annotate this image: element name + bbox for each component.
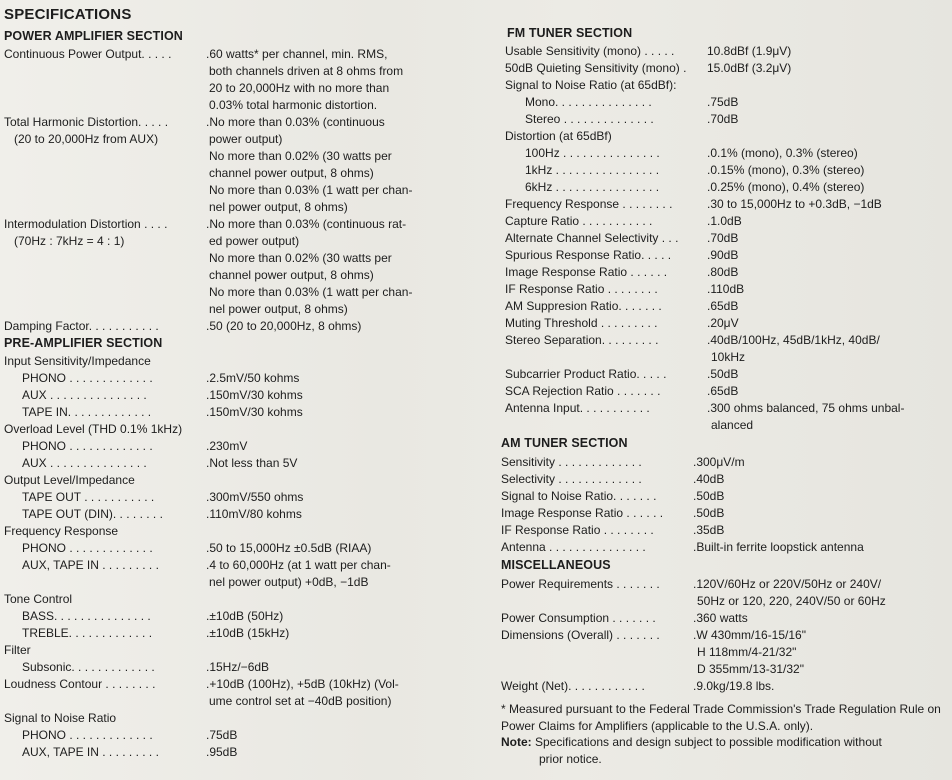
spec-sublabel: (20 to 20,000Hz from AUX): [14, 132, 159, 146]
spec-label: 100Hz . . . . . . . . . . . . . . .: [525, 146, 660, 160]
spec-label: TAPE OUT (DIN). . . . . . . .: [22, 507, 163, 521]
spec-label: IF Response Ratio . . . . . . . .: [505, 282, 658, 296]
spec-label: Filter: [4, 643, 31, 657]
spec-label: PHONO . . . . . . . . . . . . .: [22, 371, 153, 385]
spec-value: .2.5mV/50 kohms: [206, 371, 300, 385]
spec-label: 1kHz . . . . . . . . . . . . . . . .: [525, 163, 660, 177]
spec-value: No more than 0.03% (1 watt per chan-: [209, 183, 413, 197]
spec-value: .75dB: [206, 728, 238, 742]
spec-value: .80dB: [707, 265, 739, 279]
spec-value: .+10dB (100Hz), +5dB (10kHz) (Vol-: [206, 677, 399, 691]
spec-value: nel power output, 8 ohms): [209, 200, 348, 214]
spec-sublabel: (70Hz : 7kHz = 4 : 1): [14, 234, 125, 248]
spec-value: .50dB: [693, 489, 725, 503]
spec-value: .0.25% (mono), 0.4% (stereo): [707, 180, 865, 194]
spec-label: IF Response Ratio . . . . . . . .: [501, 523, 654, 537]
section-heading-fm-tuner: FM TUNER SECTION: [507, 26, 633, 40]
spec-value: .No more than 0.03% (continuous: [206, 115, 385, 129]
spec-label: Damping Factor. . . . . . . . . . .: [4, 319, 159, 333]
spec-value: .W 430mm/16-15/16": [693, 628, 806, 642]
spec-value: .300μV/m: [693, 455, 745, 469]
spec-label: Image Response Ratio . . . . . .: [505, 265, 668, 279]
spec-label: Continuous Power Output. . . . .: [4, 47, 172, 61]
spec-value: .120V/60Hz or 220V/50Hz or 240V/: [693, 577, 882, 591]
spec-value: .15Hz/−6dB: [206, 660, 270, 674]
spec-value: .9.0kg/19.8 lbs.: [693, 679, 775, 693]
spec-label: Total Harmonic Distortion. . . . .: [4, 115, 169, 129]
footnote-measured: * Measured pursuant to the Federal Trade Commission's Trade Regulation Rule on Power Claims for Amplifiers (applicable to the U.S.A. only).: [501, 702, 941, 733]
spec-label: Tone Control: [4, 592, 73, 606]
spec-value: .4 to 60,000Hz (at 1 watt per chan-: [206, 558, 391, 572]
spec-label: 6kHz . . . . . . . . . . . . . . . .: [525, 180, 660, 194]
spec-label: Image Response Ratio . . . . . .: [501, 506, 664, 520]
footnote-note: [501, 734, 949, 751]
spec-value: .110mV/80 kohms: [206, 507, 302, 521]
section-heading-misc: MISCELLANEOUS: [501, 558, 611, 572]
note-text: Specifications and design subject to possible modification without: [531, 735, 882, 749]
spec-label: Antenna . . . . . . . . . . . . . . .: [501, 540, 646, 554]
spec-value: .40dB/100Hz, 45dB/1kHz, 40dB/: [707, 333, 880, 347]
spec-value: .70dB: [707, 231, 739, 245]
spec-value: .300mV/550 ohms: [206, 490, 304, 504]
spec-value: .65dB: [707, 384, 739, 398]
spec-value: .65dB: [707, 299, 739, 313]
spec-value: ed power output): [209, 234, 300, 248]
spec-label: Intermodulation Distortion . . . .: [4, 217, 168, 231]
spec-label: AUX, TAPE IN . . . . . . . . .: [22, 745, 159, 759]
spec-value: .300 ohms balanced, 75 ohms unbal-: [707, 401, 905, 415]
spec-label: Distortion (at 65dBf): [505, 129, 612, 143]
spec-label: AUX, TAPE IN . . . . . . . . .: [22, 558, 159, 572]
spec-label: AUX . . . . . . . . . . . . . . .: [22, 456, 147, 470]
spec-value: D 355mm/13-31/32": [697, 662, 804, 676]
spec-label: Sensitivity . . . . . . . . . . . . .: [501, 455, 642, 469]
page-title: SPECIFICATIONS: [4, 6, 132, 23]
spec-value: 50Hz or 120, 220, 240V/50 or 60Hz: [697, 594, 886, 608]
spec-label: Subcarrier Product Ratio. . . . .: [505, 367, 667, 381]
spec-label: PHONO . . . . . . . . . . . . .: [22, 728, 153, 742]
spec-label: Signal to Noise Ratio (at 65dBf):: [505, 78, 677, 92]
note-text-continued: prior notice.: [539, 751, 602, 766]
spec-value: ume control set at −40dB position): [209, 694, 392, 708]
spec-label: Capture Ratio . . . . . . . . . . .: [505, 214, 653, 228]
spec-value: .±10dB (50Hz): [206, 609, 284, 623]
spec-value: .0.1% (mono), 0.3% (stereo): [707, 146, 858, 160]
spec-label: Usable Sensitivity (mono) . . . . .: [505, 44, 675, 58]
spec-value: .35dB: [693, 523, 725, 537]
spec-label: Muting Threshold . . . . . . . . .: [505, 316, 658, 330]
spec-value: alanced: [711, 418, 754, 432]
spec-value: .No more than 0.03% (continuous rat-: [206, 217, 407, 231]
spec-value: 20 to 20,000Hz with no more than: [209, 81, 390, 95]
section-heading-am-tuner: AM TUNER SECTION: [501, 436, 628, 450]
spec-label: BASS. . . . . . . . . . . . . . .: [22, 609, 151, 623]
spec-label: Spurious Response Ratio. . . . .: [505, 248, 672, 262]
spec-label: Stereo Separation. . . . . . . . .: [505, 333, 659, 347]
spec-value: .50dB: [707, 367, 739, 381]
spec-value: .95dB: [206, 745, 238, 759]
spec-value: No more than 0.02% (30 watts per: [209, 251, 392, 265]
spec-label: Frequency Response: [4, 524, 119, 538]
spec-value: No more than 0.02% (30 watts per: [209, 149, 392, 163]
spec-label: AUX . . . . . . . . . . . . . . .: [22, 388, 147, 402]
spec-value: .Not less than 5V: [206, 456, 298, 470]
spec-value: .150mV/30 kohms: [206, 405, 303, 419]
section-heading-pre-amp: PRE-AMPLIFIER SECTION: [4, 336, 163, 350]
spec-label: Loudness Contour . . . . . . . .: [4, 677, 156, 691]
spec-value: .360 watts: [693, 611, 748, 625]
spec-label: 50dB Quieting Sensitivity (mono) .: [505, 61, 687, 75]
spec-label: Overload Level (THD 0.1% 1kHz): [4, 422, 183, 436]
spec-value: .Built-in ferrite loopstick antenna: [693, 540, 864, 554]
spec-value: .75dB: [707, 95, 739, 109]
spec-value: .0.15% (mono), 0.3% (stereo): [707, 163, 865, 177]
spec-label: Alternate Channel Selectivity . . .: [505, 231, 679, 245]
spec-value: channel power output, 8 ohms): [209, 268, 374, 282]
spec-label: Power Consumption . . . . . . .: [501, 611, 656, 625]
section-heading-power-amp: POWER AMPLIFIER SECTION: [4, 29, 183, 43]
spec-value: .50 to 15,000Hz ±0.5dB (RIAA): [206, 541, 372, 555]
spec-value: .50 (20 to 20,000Hz, 8 ohms): [206, 319, 362, 333]
spec-label: Mono. . . . . . . . . . . . . . .: [525, 95, 652, 109]
spec-label: TAPE OUT . . . . . . . . . . .: [22, 490, 155, 504]
spec-label: Power Requirements . . . . . . .: [501, 577, 660, 591]
spec-value: 0.03% total harmonic distortion.: [209, 98, 378, 112]
spec-value: both channels driven at 8 ohms from: [209, 64, 404, 78]
spec-value: .20μV: [707, 316, 739, 330]
spec-value: power output): [209, 132, 283, 146]
spec-value: .150mV/30 kohms: [206, 388, 303, 402]
spec-value: 10.8dBf (1.9μV): [707, 44, 792, 58]
spec-value: .110dB: [707, 282, 745, 296]
spec-value: .70dB: [707, 112, 739, 126]
spec-label: Subsonic. . . . . . . . . . . . .: [22, 660, 155, 674]
spec-label: AM Suppresion Ratio. . . . . . .: [505, 299, 662, 313]
footnote: [501, 701, 949, 767]
spec-label: TREBLE. . . . . . . . . . . . .: [22, 626, 153, 640]
spec-value: .230mV: [206, 439, 248, 453]
spec-value: .40dB: [693, 472, 725, 486]
spec-value: .90dB: [707, 248, 739, 262]
spec-value: .30 to 15,000Hz to +0.3dB, −1dB: [707, 197, 882, 211]
spec-label: Signal to Noise Ratio: [4, 711, 117, 725]
spec-label: Weight (Net). . . . . . . . . . . .: [501, 679, 645, 693]
spec-value: nel power output) +0dB, −1dB: [209, 575, 369, 589]
spec-value: .50dB: [693, 506, 725, 520]
spec-value: .60 watts* per channel, min. RMS,: [206, 47, 388, 61]
note-label: Note:: [501, 735, 532, 749]
spec-label: Output Level/Impedance: [4, 473, 135, 487]
spec-label: SCA Rejection Ratio . . . . . . .: [505, 384, 661, 398]
spec-label: Input Sensitivity/Impedance: [4, 354, 151, 368]
spec-label: Stereo . . . . . . . . . . . . . .: [525, 112, 654, 126]
spec-label: Signal to Noise Ratio. . . . . . .: [501, 489, 657, 503]
spec-value: .±10dB (15kHz): [206, 626, 290, 640]
spec-value: 15.0dBf (3.2μV): [707, 61, 792, 75]
spec-value: nel power output, 8 ohms): [209, 302, 348, 316]
spec-label: Frequency Response . . . . . . . .: [505, 197, 673, 211]
spec-label: Selectivity . . . . . . . . . . . . .: [501, 472, 642, 486]
spec-value: 10kHz: [711, 350, 746, 364]
spec-label: PHONO . . . . . . . . . . . . .: [22, 541, 153, 555]
spec-value: H 118mm/4-21/32": [697, 645, 797, 659]
spec-value: channel power output, 8 ohms): [209, 166, 374, 180]
spec-value: No more than 0.03% (1 watt per chan-: [209, 285, 413, 299]
spec-value: .1.0dB: [707, 214, 742, 228]
spec-label: Antenna Input. . . . . . . . . . .: [505, 401, 650, 415]
spec-label: PHONO . . . . . . . . . . . . .: [22, 439, 153, 453]
spec-label: TAPE IN. . . . . . . . . . . . .: [22, 405, 152, 419]
spec-label: Dimensions (Overall) . . . . . . .: [501, 628, 660, 642]
